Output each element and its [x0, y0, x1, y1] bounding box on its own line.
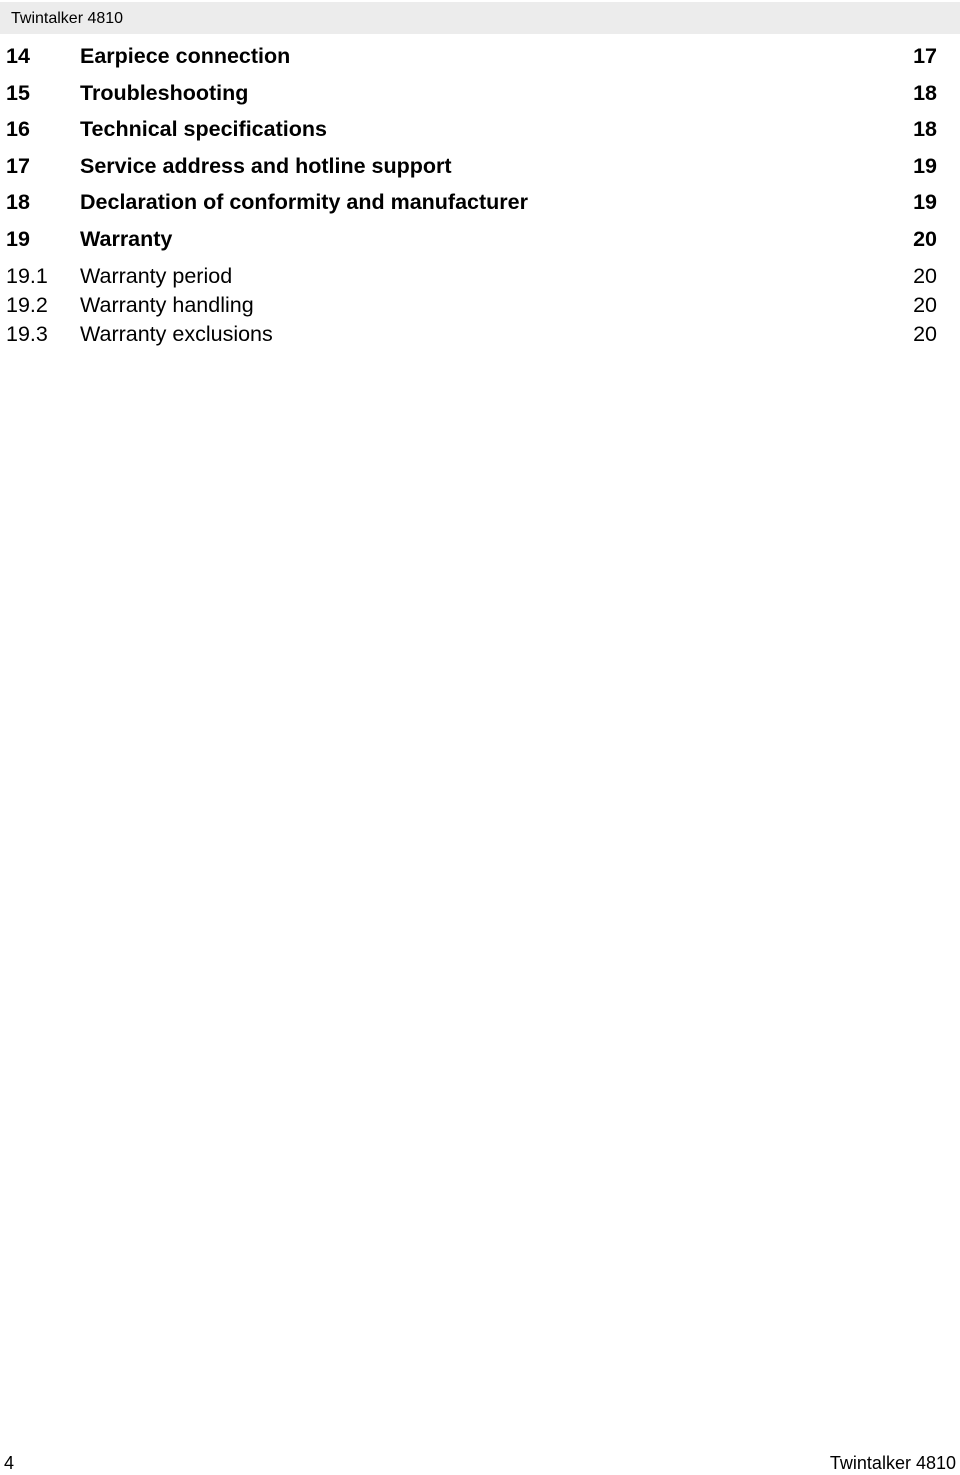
toc-entry-page: 19 [913, 190, 937, 215]
toc-entry-page: 17 [913, 44, 937, 68]
toc-subentry-title: Warranty handling [80, 292, 254, 317]
toc-entry-number: 17 [6, 153, 30, 178]
toc-entry-page: 20 [913, 226, 937, 251]
toc-subentry-19-1[interactable] [0, 258, 960, 287]
toc-subentry-page: 20 [913, 263, 937, 288]
toc-entry-number: 15 [6, 80, 30, 105]
toc-subentry-19-2[interactable] [0, 287, 960, 316]
toc-entry-number: 19 [6, 226, 30, 251]
toc-entry-18[interactable] [0, 184, 960, 221]
toc-subentry-page: 20 [913, 321, 937, 346]
toc-entry-15[interactable] [0, 75, 960, 112]
toc-entry-16[interactable] [0, 111, 960, 148]
toc-subentry-number: 19.2 [6, 292, 48, 317]
toc-entry-page: 18 [913, 80, 937, 105]
toc-subentry-title: Warranty period [80, 263, 233, 288]
toc-entry-title: Earpiece connection [80, 44, 291, 68]
header-title: Twintalker 4810 [11, 10, 124, 27]
toc-entry-number: 16 [6, 117, 30, 142]
toc-subentry-number: 19.1 [6, 263, 48, 288]
toc-entry-page: 19 [913, 153, 937, 178]
footer-page-number: 4 [4, 1453, 15, 1473]
toc-entry-title: Warranty [80, 226, 173, 251]
toc-entry-14[interactable] [0, 38, 960, 75]
toc-entry-17[interactable] [0, 148, 960, 185]
toc-entry-title: Troubleshooting [80, 80, 249, 105]
toc-entry-19[interactable] [0, 221, 960, 258]
toc-subentry-title: Warranty exclusions [80, 321, 273, 346]
page-header [0, 2, 960, 34]
toc-entry-number: 14 [6, 44, 30, 68]
toc-entry-title: Service address and hotline support [80, 153, 452, 178]
toc-entry-title: Technical specifications [80, 117, 327, 142]
toc-entry-title: Declaration of conformity and manufacturer [80, 190, 528, 215]
toc-entry-page: 18 [913, 117, 937, 142]
toc-subentry-page: 20 [913, 292, 937, 317]
toc-subentry-19-3[interactable] [0, 316, 960, 345]
toc-entry-number: 18 [6, 190, 30, 215]
toc-subentry-number: 19.3 [6, 321, 48, 346]
footer-product-name: Twintalker 4810 [829, 1453, 956, 1473]
table-of-contents [0, 38, 960, 345]
